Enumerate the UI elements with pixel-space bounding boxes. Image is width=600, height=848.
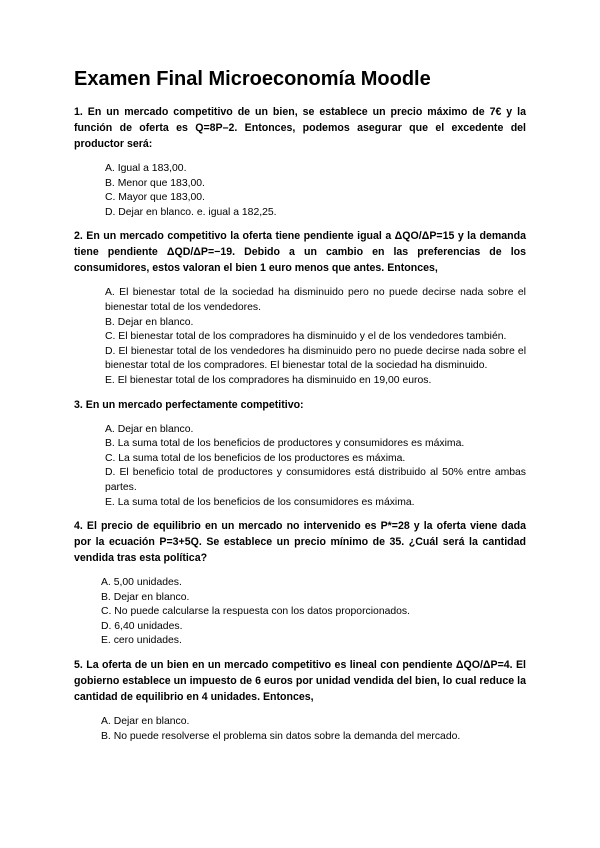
option-list (105, 162, 526, 220)
option-b: B. Dejar en blanco. (105, 316, 194, 328)
option-a: A. Dejar en blanco. (101, 716, 190, 728)
option-b: B. No puede resolverse el problema sin datos sobre la demanda del mercado. (101, 730, 461, 742)
question-1 (74, 104, 526, 220)
option-d: D. El beneficio total de productores y consumidores está distribuido al 50% entre ambas partes. (105, 467, 526, 493)
option-list (105, 423, 526, 511)
question-text: 5. La oferta de un bien en un mercado competitivo es lineal con pendiente ΔQO/ΔP=4. El gobierno establece un impuesto de 6 euros por unidad vendida del bien, lo cual reduce la cantidad de equilibrio en 4 unidades. Entonces, (74, 659, 526, 704)
option-c: C. El bienestar total de los compradores ha disminuido y el de los vendedores también. (105, 331, 507, 343)
option-b: B. La suma total de los beneficios de productores y consumidores es máxima. (105, 438, 465, 450)
option-a: A. Dejar en blanco. (105, 423, 194, 435)
option-a: A. Igual a 183,00. (105, 163, 187, 174)
option-a: A. El bienestar total de la sociedad ha disminuido pero no puede decirse nada sobre el bienestar total de los vendedores. (105, 287, 526, 313)
option-c: C. Mayor que 183,00. (105, 192, 205, 204)
option-list (101, 715, 526, 744)
question-5 (74, 657, 526, 744)
option-d: D. Dejar en blanco. e. igual a 182,25. (105, 206, 277, 218)
question-4 (74, 518, 526, 649)
option-b: B. Dejar en blanco. (101, 591, 190, 603)
option-list (101, 576, 526, 649)
question-2 (74, 228, 526, 388)
question-text: 3. En un mercado perfectamente competitivo: (74, 398, 304, 411)
option-list (105, 286, 526, 388)
option-c: C. La suma total de los beneficios de los productores es máxima. (105, 452, 406, 464)
question-text: 2. En un mercado competitivo la oferta tiene pendiente igual a ΔQO/ΔP=15 y la demanda tiene pendiente ΔQD/ΔP=−19. Debido a un cambio en las preferencias de los consumidores, estos valoran el bien 1 euro menos que antes. Entonces, (74, 230, 526, 275)
question-3 (74, 397, 526, 511)
option-c: C. No puede calcularse la respuesta con los datos proporcionados. (101, 606, 411, 618)
option-d: D. El bienestar total de los vendedores ha disminuido pero no puede decirse nada sobre el bienestar total de los compradores. El bienestar total de la sociedad ha disminuido. (105, 345, 526, 372)
option-e: E. cero unidades. (101, 635, 182, 647)
option-d: D. 6,40 unidades. (101, 620, 183, 632)
question-text: 1. En un mercado competitivo de un bien, se establece un precio máximo de 7€ y la función de oferta es Q=8P–2. Entonces, podemos asegurar que el excedente del productor será: (74, 106, 526, 150)
document-title: Examen Final Microeconomía Moodle (74, 68, 431, 90)
option-a: A. 5,00 unidades. (101, 577, 182, 589)
option-b: B. Menor que 183,00. (105, 177, 205, 189)
option-e: E. La suma total de los beneficios de los consumidores es máxima. (105, 496, 415, 508)
question-text: 4. El precio de equilibrio en un mercado no intervenido es P*=28 y la oferta viene dada por la ecuación P=3+5Q. Se establece un precio mínimo de 35. ¿Cuál será la cantidad vendida tras esta política? (74, 520, 526, 565)
document-page (74, 66, 526, 752)
option-e: E. El bienestar total de los compradores ha disminuido en 19,00 euros. (105, 374, 432, 386)
